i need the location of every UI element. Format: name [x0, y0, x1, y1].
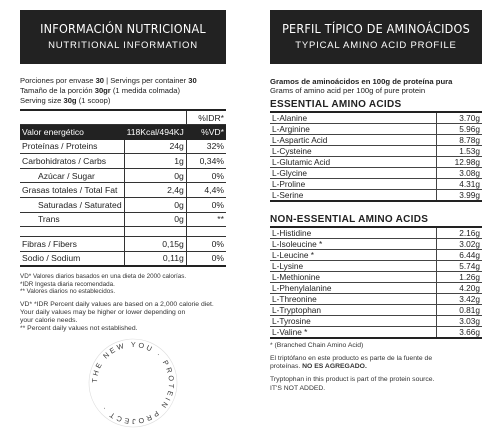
aminoacid-name: L-Methionine	[270, 272, 436, 283]
aminoacid-row	[270, 123, 482, 134]
nutrition-rows	[20, 139, 226, 266]
aminoacid-value: 3.70g	[436, 113, 482, 124]
idr-column-header: %IDR*	[186, 110, 226, 125]
aminoacid-value: 0.81g	[436, 305, 482, 316]
energy-value: 118Kcal/494KJ	[124, 125, 186, 140]
tryptophan-note-es: El triptófano en este producto es parte de la fuente de proteínas. NO ES AGREGADO.	[270, 355, 433, 371]
aminoacid-value: 3.02g	[436, 239, 482, 250]
aminoacid-value: 4.31g	[436, 178, 482, 189]
aminoacid-name: L-Isoleucine *	[270, 239, 436, 250]
aminoacid-value: 4.20g	[436, 283, 482, 294]
nutrient-amount: 24g	[124, 139, 186, 154]
energy-row	[20, 125, 226, 140]
aminoacid-name: L-Serine	[270, 189, 436, 201]
aminoacid-value: 5.96g	[436, 123, 482, 134]
nutrient-name: Grasas totales / Total Fat	[20, 183, 124, 198]
nutrition-spacer-row	[20, 227, 226, 237]
nutrition-panel	[20, 10, 226, 339]
aminoacid-header	[270, 10, 482, 64]
aminoacid-value: 6.44g	[436, 250, 482, 261]
aminoacid-name: L-Glutamic Acid	[270, 156, 436, 167]
nutrient-name: Carbohidratos / Carbs	[20, 154, 124, 169]
aminoacid-row	[270, 113, 482, 124]
aminoacid-name: L-Leucine *	[270, 250, 436, 261]
nutrient-name: Proteínas / Proteins	[20, 139, 124, 154]
nutrient-pct: 0%	[186, 168, 226, 183]
nonessential-table	[270, 228, 482, 339]
notes-spanish	[20, 273, 226, 296]
aminoacid-row	[270, 145, 482, 156]
aminoacid-panel	[270, 10, 482, 398]
nutrient-amount: 0g	[124, 168, 186, 183]
note-line: VD* *IDR Percent daily values are based on a 2,000 calorie diet.	[20, 300, 214, 308]
aminoacid-name: L-Alanine	[270, 113, 436, 124]
serving-text: (1 medida colmada)	[110, 86, 180, 95]
aminoacid-row	[270, 272, 482, 283]
nutrition-header	[20, 10, 226, 64]
aminoacid-value: 3.99g	[436, 189, 482, 201]
nutrition-row	[20, 154, 226, 169]
nutrition-row	[20, 183, 226, 198]
serving-value: 30	[188, 76, 197, 85]
aminoacid-value: 1.53g	[436, 145, 482, 156]
aminoacid-row	[270, 228, 482, 239]
nutrient-name: Trans	[20, 212, 124, 227]
aminoacid-name: L-Valine *	[270, 327, 436, 339]
aminoacid-row	[270, 294, 482, 305]
serving-value: 30g	[63, 96, 77, 105]
aminoacid-name: L-Glycine	[270, 167, 436, 178]
energy-label: Valor energético	[20, 125, 124, 140]
nutrient-pct: 0%	[186, 251, 226, 266]
serving-text: | Servings per container	[104, 76, 189, 85]
aminoacid-row	[270, 189, 482, 201]
aminoacid-name: L-Threonine	[270, 294, 436, 305]
nutrition-notes	[20, 273, 226, 334]
aminoacid-row	[270, 283, 482, 294]
aminoacid-value: 3.42g	[436, 294, 482, 305]
nutrition-header-row	[20, 110, 226, 125]
aminoacid-value: 1.26g	[436, 272, 482, 283]
aminoacid-value: 2.16g	[436, 228, 482, 239]
notes-english	[20, 301, 226, 334]
aminoacid-value: 12.98g	[436, 156, 482, 167]
nutrition-row	[20, 168, 226, 183]
aminoacid-name: L-Proline	[270, 178, 436, 189]
nutrition-title: INFORMACIÓN NUTRICIONAL	[40, 21, 206, 36]
energy-pct: %VD*	[186, 125, 226, 140]
aminoacid-name: L-Cysteine	[270, 145, 436, 156]
aminoacid-row	[270, 305, 482, 316]
essential-table	[270, 113, 482, 202]
intro-spanish: Gramos de aminoácidos en 100g de proteína pura	[270, 77, 453, 86]
nutrient-amount: 1g	[124, 154, 186, 169]
aminoacid-row	[270, 261, 482, 272]
nutrient-name: Saturadas / Saturated	[20, 198, 124, 213]
note-line: *IDR Ingesta diaria recomendada.	[20, 280, 115, 288]
nutrition-subtitle: NUTRITIONAL INFORMATION	[48, 40, 198, 51]
aminoacid-row	[270, 134, 482, 145]
nutrition-row	[20, 251, 226, 266]
serving-value: 30	[95, 76, 105, 85]
aminoacid-intro	[270, 78, 482, 96]
note-line: ** Valores diarios no establecidos.	[20, 288, 116, 296]
serving-text: (1 scoop)	[76, 96, 111, 105]
nutrient-name: Fibras / Fibers	[20, 237, 124, 252]
seal-text: THE NEW YOU · PROTEIN PROJECT ·	[89, 339, 177, 427]
nutrient-amount: 0,11g	[124, 251, 186, 266]
aminoacid-name: L-Tryptophan	[270, 305, 436, 316]
nutrient-pct: **	[186, 212, 226, 227]
aminoacid-value: 5.74g	[436, 261, 482, 272]
note-line: VD* Valores diarios basados en una dieta de 2000 calorías.	[20, 272, 187, 280]
nutrient-pct: 32%	[186, 139, 226, 154]
aminoacid-value: 8.78g	[436, 134, 482, 145]
serving-value: 30gr	[94, 86, 111, 95]
aminoacid-row	[270, 167, 482, 178]
serving-text: Tamaño de la porción	[20, 86, 95, 95]
aminoacid-row	[270, 239, 482, 250]
serving-info	[20, 76, 226, 105]
aminoacid-name: L-Lysine	[270, 261, 436, 272]
protein-project-seal-logo	[86, 336, 180, 429]
aminoacid-row	[270, 327, 482, 339]
aminoacid-value: 3.08g	[436, 167, 482, 178]
aminoacid-footnotes	[270, 342, 482, 392]
nutrient-amount: 0g	[124, 198, 186, 213]
nutrient-amount: 2,4g	[124, 183, 186, 198]
aminoacid-name: L-Aspartic Acid	[270, 134, 436, 145]
aminoacid-name: L-Tyrosine	[270, 316, 436, 327]
aminoacid-name: L-Arginine	[270, 123, 436, 134]
aminoacid-row	[270, 156, 482, 167]
serving-text: Serving size	[20, 96, 64, 105]
aminoacid-value: 3.03g	[436, 316, 482, 327]
aminoacid-title: PERFIL TÍPICO DE AMINOÁCIDOS	[282, 21, 470, 36]
nutrition-row	[20, 198, 226, 213]
nutrient-pct: 0%	[186, 198, 226, 213]
nonessential-title: NON-ESSENTIAL AMINO ACIDS	[270, 214, 482, 228]
aminoacid-name: L-Histidine	[270, 228, 436, 239]
aminoacid-subtitle: TYPICAL AMINO ACID PROFILE	[295, 40, 457, 51]
nutrition-table	[20, 109, 226, 267]
nutrient-pct: 4,4%	[186, 183, 226, 198]
nutrition-row	[20, 237, 226, 252]
nutrition-row	[20, 212, 226, 227]
intro-english: Grams of amino acid per 100g of pure protein	[270, 85, 426, 95]
aminoacid-row	[270, 250, 482, 261]
note-line: your calorie needs.	[20, 317, 78, 325]
servings-per-container	[20, 76, 226, 85]
aminoacid-name: L-Phenylalanine	[270, 283, 436, 294]
aminoacid-row	[270, 178, 482, 189]
nutrition-row	[20, 139, 226, 154]
bcaa-footnote: * (Branched Chain Amino Acid)	[270, 342, 364, 350]
note-line: Your daily values may be higher or lower depending on	[20, 308, 186, 316]
aminoacid-value: 3.66g	[436, 327, 482, 339]
nutrient-pct: 0%	[186, 237, 226, 252]
nutrient-name: Sodio / Sodium	[20, 251, 124, 266]
note-line: ** Percent daily values not established.	[20, 325, 138, 333]
tryptophan-note-en: Tryptophan in this product is part of the protein source. IT'S NOT ADDED.	[270, 376, 435, 392]
serving-size-es	[20, 86, 226, 95]
serving-text: Porciones por envase	[20, 76, 96, 85]
essential-title: ESSENTIAL AMINO ACIDS	[270, 99, 482, 113]
nutrient-name: Azúcar / Sugar	[20, 168, 124, 183]
serving-size-en	[20, 96, 226, 105]
nutrient-pct: 0,34%	[186, 154, 226, 169]
nutrient-amount: 0,15g	[124, 237, 186, 252]
nutrient-amount: 0g	[124, 212, 186, 227]
aminoacid-row	[270, 316, 482, 327]
